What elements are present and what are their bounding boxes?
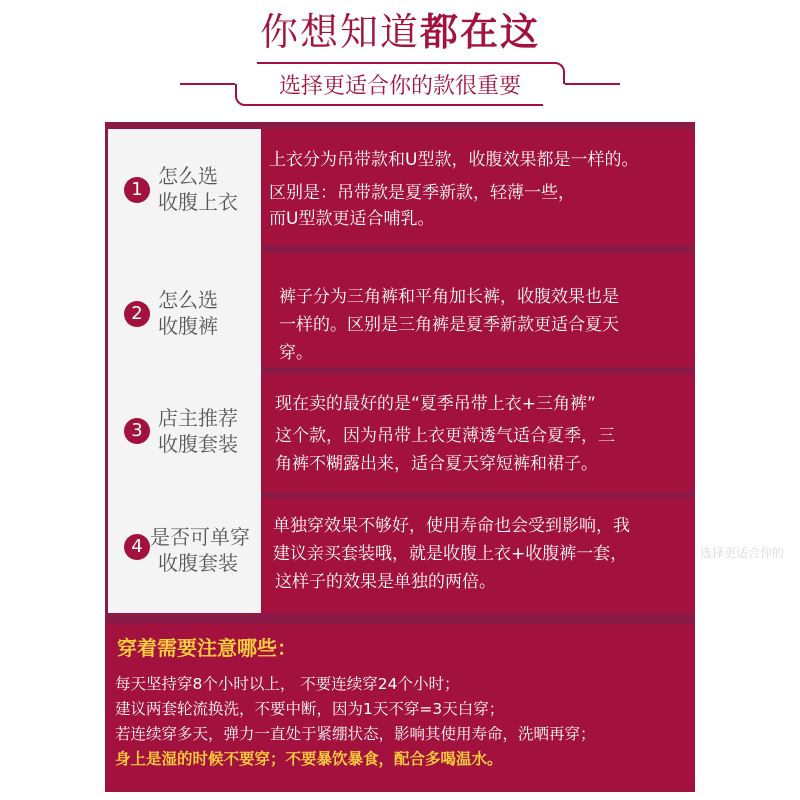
answer-line: 建议亲买套装哦，就是收腹上衣+收腹裤一套， <box>273 544 628 564</box>
answer-line: 一样的。区别是三角裤是夏季新款更适合夏天 <box>279 315 619 335</box>
care-note-item: 每天坚持穿8个小时以上， 不要连续穿24个小时； <box>115 675 460 693</box>
number-badge-2: 2 <box>124 301 150 327</box>
category-line: 收腹套装 <box>158 551 238 575</box>
number-badge-3: 3 <box>124 418 150 444</box>
category-line: 收腹上衣 <box>158 190 238 214</box>
category-line: 店主推荐 <box>158 406 238 430</box>
faded-watermark-text: 选择更适合你的 <box>700 546 785 560</box>
answer-line: 而U型款更适合哺乳。 <box>269 209 435 229</box>
faq-row-3-category <box>108 367 261 483</box>
care-note-item: 建议两套轮流换洗，不要中断，因为1天不穿=3天白穿； <box>115 700 505 718</box>
faq-row-1-category <box>108 129 261 245</box>
faq-row-2-category <box>108 245 261 361</box>
answer-line: 这样子的效果是单独的两倍。 <box>275 572 496 592</box>
page-title-normal: 你想知道 <box>259 10 420 54</box>
answer-line: 裤子分为三角裤和平角加长裤，收腹效果也是 <box>279 287 619 307</box>
category-line: 收腹套装 <box>158 432 238 456</box>
answer-line: 区别是：吊带款是夏季新款，轻薄一些， <box>269 183 575 203</box>
subtitle-text: 选择更适合你的款很重要 <box>278 73 521 99</box>
subtitle-frame <box>235 62 565 106</box>
subtitle-line-right <box>565 83 620 85</box>
answer-line: 单独穿效果不够好，使用寿命也会受到影响，我 <box>273 516 630 536</box>
page-title-bold: 都在这 <box>420 10 541 54</box>
category-line: 是否可单穿 <box>150 525 250 549</box>
page-title <box>0 6 800 58</box>
number-badge-4: 4 <box>124 534 150 560</box>
faq-row-4-answer <box>261 498 695 614</box>
category-line: 怎么选 <box>158 288 218 312</box>
answer-line: 角裤不糊露出来，适合夏天穿短裤和裙子。 <box>275 454 598 474</box>
faq-row-2-answer <box>261 253 695 367</box>
answer-line: 上衣分为吊带款和U型款，收腹效果都是一样的。 <box>269 150 639 170</box>
care-note-item-highlight: 身上是湿的时候不要穿；不要暴饮暴食，配合多喝温水。 <box>115 750 503 768</box>
answer-line: 现在卖的最好的是“夏季吊带上衣+三角裤” <box>275 394 596 414</box>
faq-row-1-answer <box>261 129 695 245</box>
category-line: 怎么选 <box>158 164 218 188</box>
subtitle-line-left <box>180 83 235 85</box>
care-notes-title: 穿着需要注意哪些： <box>117 636 297 660</box>
answer-line: 穿。 <box>279 343 313 363</box>
care-note-item: 若连续穿多天，弹力一直处于紧绷状态，影响其使用寿命，洗晒再穿； <box>115 725 596 743</box>
subtitle-banner <box>180 62 620 110</box>
answer-line: 这个款，因为吊带上衣更薄透气适合夏季，三 <box>275 426 615 446</box>
care-notes-box <box>105 624 695 792</box>
faq-row-4-category <box>108 492 261 608</box>
category-line: 收腹裤 <box>158 314 218 338</box>
faq-row-3-answer <box>261 374 695 492</box>
number-badge-1: 1 <box>124 177 150 203</box>
